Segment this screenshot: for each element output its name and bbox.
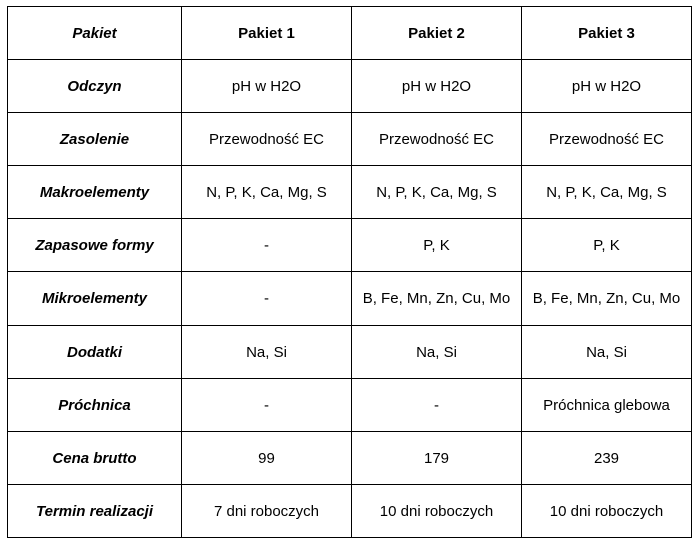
table-row: [8, 485, 692, 538]
package-comparison-table: [7, 6, 692, 538]
row-label: Makroelementy: [8, 166, 182, 219]
header-cell-pakiet-2: Pakiet 2: [352, 7, 522, 60]
table-cell: Na, Si: [352, 326, 522, 379]
table-cell: pH w H2O: [352, 60, 522, 113]
header-cell-pakiet-1: Pakiet 1: [182, 7, 352, 60]
table-cell: 99: [182, 432, 352, 485]
table-header-row: [8, 7, 692, 60]
table-cell: Przewodność EC: [522, 113, 692, 166]
table-cell: -: [352, 379, 522, 432]
table-cell: -: [182, 272, 352, 326]
table-cell: B, Fe, Mn, Zn, Cu, Mo: [352, 272, 522, 326]
table-cell: Przewodność EC: [352, 113, 522, 166]
table-row: [8, 432, 692, 485]
table-cell: 7 dni roboczych: [182, 485, 352, 538]
row-label: Termin realizacji: [8, 485, 182, 538]
table-cell: P, K: [352, 219, 522, 272]
table-row: [8, 272, 692, 326]
table-row: [8, 219, 692, 272]
table-cell: N, P, K, Ca, Mg, S: [182, 166, 352, 219]
table-cell: -: [182, 379, 352, 432]
table-cell: B, Fe, Mn, Zn, Cu, Mo: [522, 272, 692, 326]
table-cell: Przewodność EC: [182, 113, 352, 166]
table-row: [8, 326, 692, 379]
table-cell: pH w H2O: [182, 60, 352, 113]
row-label: Zapasowe formy: [8, 219, 182, 272]
row-label: Próchnica: [8, 379, 182, 432]
table-cell: P, K: [522, 219, 692, 272]
table-row: [8, 60, 692, 113]
table-cell: N, P, K, Ca, Mg, S: [352, 166, 522, 219]
row-label: Odczyn: [8, 60, 182, 113]
header-cell-pakiet-3: Pakiet 3: [522, 7, 692, 60]
row-label: Cena brutto: [8, 432, 182, 485]
table-cell: 239: [522, 432, 692, 485]
table-cell: Próchnica glebowa: [522, 379, 692, 432]
table-cell: 10 dni roboczych: [522, 485, 692, 538]
table-cell: N, P, K, Ca, Mg, S: [522, 166, 692, 219]
table-cell: -: [182, 219, 352, 272]
table-row: [8, 379, 692, 432]
table-cell: 10 dni roboczych: [352, 485, 522, 538]
table-cell: 179: [352, 432, 522, 485]
table-cell: Na, Si: [182, 326, 352, 379]
table-row: [8, 166, 692, 219]
table-cell: pH w H2O: [522, 60, 692, 113]
table-row: [8, 113, 692, 166]
header-cell-pakiet: Pakiet: [8, 7, 182, 60]
table-cell: Na, Si: [522, 326, 692, 379]
row-label: Dodatki: [8, 326, 182, 379]
row-label: Zasolenie: [8, 113, 182, 166]
row-label: Mikroelementy: [8, 272, 182, 326]
